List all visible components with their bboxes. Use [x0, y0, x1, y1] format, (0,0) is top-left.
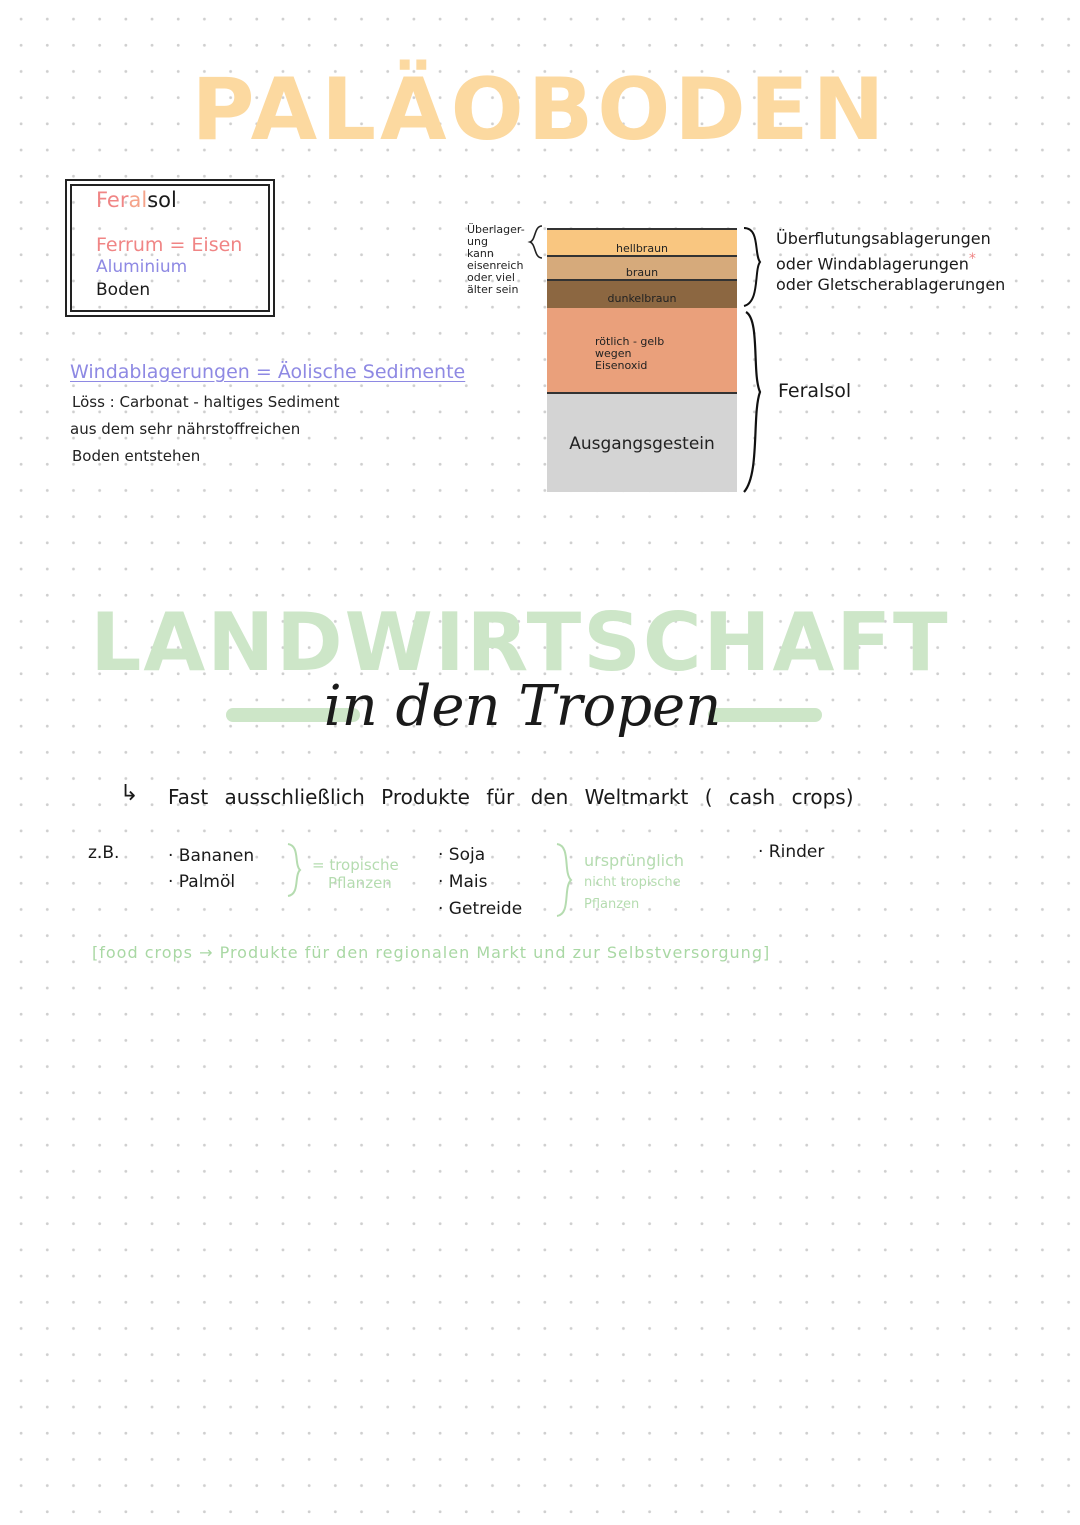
soil-layer-braun	[547, 257, 737, 281]
subtitle-tropen: in den Tropen	[323, 674, 722, 739]
overlay-deposits-line: Überflutungsablagerungen	[776, 229, 991, 248]
layer-label-roetlich: rötlich - gelb wegen Eisenoxid	[595, 335, 665, 372]
overlay-note-line: Überlager-	[467, 223, 525, 236]
list-item: · Bananen	[168, 846, 255, 866]
overlay-note-line: ung	[467, 235, 488, 248]
overlay-note-line: oder viel	[467, 271, 515, 284]
note-line: nicht tropische	[584, 875, 681, 890]
page-title-landwirtschaft: LANDWIRTSCHAFT	[90, 596, 950, 689]
overlay-deposits-note	[776, 228, 1005, 295]
feralsol-label: Feralsol	[778, 380, 852, 402]
note-line: Pflanzen	[584, 897, 640, 912]
livestock-item: · Rinder	[758, 842, 825, 862]
zb-label: z.B.	[88, 843, 120, 863]
food-crops-note: [food crops → Produkte für den regionalen Markt und zur Selbstversorgung]	[92, 943, 771, 962]
aluminium-line: Aluminium	[96, 257, 188, 277]
overlay-note-line: kann	[467, 247, 494, 260]
list-item: · Palmöl	[168, 872, 236, 892]
list-item: · Soja	[438, 845, 486, 865]
overlay-note-line: älter sein	[467, 283, 519, 296]
overlay-deposits-line	[776, 249, 1005, 274]
ferrum-line: Ferrum = Eisen	[96, 234, 243, 256]
feralsol-term	[96, 188, 177, 212]
layer-label-dunkelbraun: dunkelbraun	[607, 292, 677, 305]
soil-layer-roetlich	[547, 308, 737, 394]
non-tropical-plants-note	[584, 850, 684, 916]
page-title-palaoboden: PALÄOBODEN	[191, 60, 889, 160]
tropical-products-list	[168, 843, 254, 895]
cash-crops-line: Fast ausschließlich Produkte für den Weltmarkt ( cash crops)	[168, 785, 854, 809]
layer-label-braun: braun	[625, 266, 659, 279]
note-line: ursprünglich	[584, 851, 685, 870]
boden-line: Boden	[96, 280, 151, 300]
soil-layer-hellbraun	[547, 228, 737, 257]
loess-note-line1: Löss : Carbonat - haltiges Sediment	[72, 393, 340, 411]
overlay-small-brace	[526, 224, 548, 260]
soil-layer-dunkelbraun	[547, 281, 737, 308]
term-fer: Fer	[96, 188, 129, 212]
profile-braces	[738, 224, 778, 504]
note-line: Pflanzen	[328, 874, 392, 892]
overlay-deposits-line: oder Gletscherablagerungen	[776, 275, 1006, 295]
layer-label-ausgangsgestein: Ausgangsgestein	[569, 434, 715, 454]
group1-brace	[284, 842, 306, 898]
asterisk-mark: *	[968, 251, 976, 267]
list-item: · Getreide	[438, 899, 523, 919]
term-al: al	[128, 188, 148, 212]
overlay-deposits-text: oder Windablagerungen	[776, 254, 969, 274]
group2-brace	[553, 842, 577, 918]
term-sol: sol	[147, 188, 177, 212]
wind-deposits-heading: Windablagerungen = Äolische Sedimente	[70, 361, 466, 383]
layer-label-hellbraun: hellbraun	[615, 242, 669, 255]
loess-note-line3: Boden entstehen	[72, 447, 201, 465]
overlay-side-note	[467, 224, 525, 296]
overlay-note-line: eisenreich	[467, 259, 524, 272]
arrow-icon: ↳	[120, 781, 139, 806]
soil-layer-ausgangsgestein	[547, 394, 737, 492]
list-item: · Mais	[438, 872, 488, 892]
note-line: = tropische	[312, 856, 399, 874]
tropical-plants-note	[312, 856, 399, 892]
loess-note-line2: aus dem sehr nährstoffreichen	[70, 420, 301, 438]
non-tropical-products-list	[438, 842, 522, 923]
